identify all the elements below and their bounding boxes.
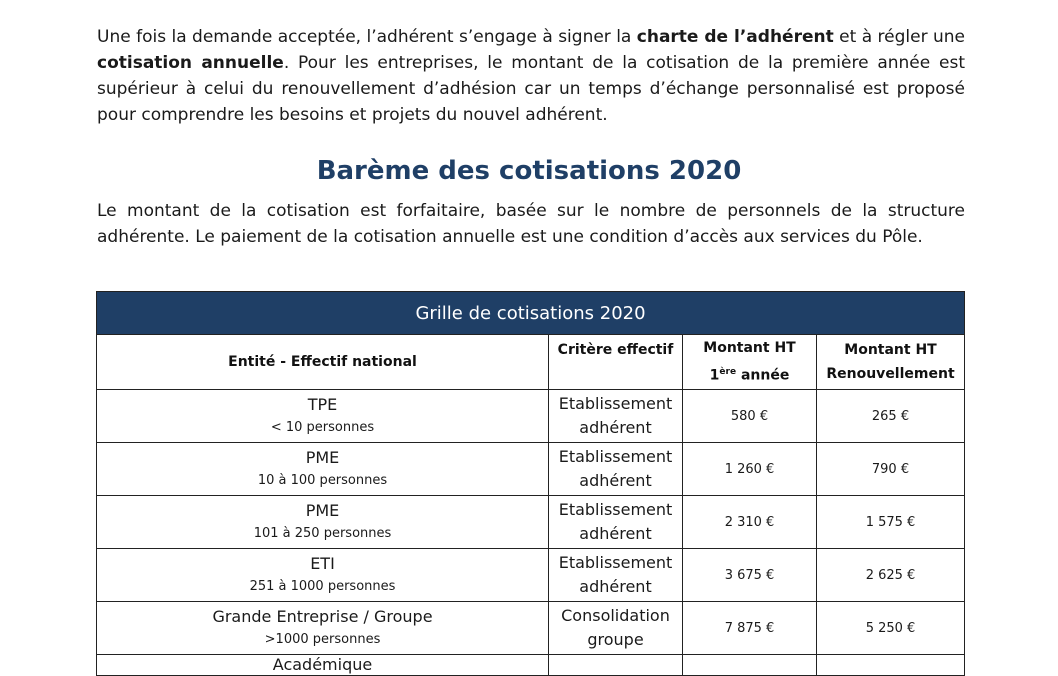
section-title: Barème des cotisations 2020 [316,156,742,186]
entity-cell [97,602,549,655]
entity-cell: Académique [97,655,549,676]
intro-paragraph [97,24,965,128]
intro-text-1: Une fois la demande acceptée, l’adhérent s’engage à signer la [97,27,637,47]
fees-table [96,291,965,676]
entity-size: >1000 personnes [264,632,381,647]
renewal-amount: 790 € [817,443,965,496]
entity-cell [97,549,549,602]
table-row [97,549,965,602]
table-row-partial [97,655,965,676]
table-header-row [97,335,965,390]
criterion-cell: Etablissement adhérent [549,496,683,549]
intro-bold-fee: cotisation annuelle [97,53,284,73]
header-criterion: Critère effectif [549,335,683,390]
table-row [97,443,965,496]
intro-bold-charter: charte de l’adhérent [636,27,834,47]
intro-text-3: . Pour les entreprises, le montant de la cotisation de la première année est supérieur à celui du renouvellement d’adhésion car un temps d’échange personnalisé est proposé pour comprendre les besoins et projets du nouvel adhérent. [97,53,965,125]
criterion-cell: Consolidation groupe [549,602,683,655]
first-year-amount: 1 260 € [683,443,817,496]
renewal-amount: 1 575 € [817,496,965,549]
renewal-amount: 5 250 € [817,602,965,655]
first-year-amount: 2 310 € [683,496,817,549]
criterion-cell: Etablissement adhérent [549,390,683,443]
entity-size: < 10 personnes [270,420,375,435]
header-renewal: Montant HT Renouvellement [817,335,965,390]
entity-size: 101 à 250 personnes [253,526,392,541]
table-title-row [97,292,965,335]
entity-name: TPE [307,395,338,414]
first-year-amount: 580 € [683,390,817,443]
entity-name: PME [305,501,340,520]
entity-name: PME [305,448,340,467]
table-row [97,390,965,443]
entity-name: Grande Entreprise / Groupe [212,607,433,626]
criterion-cell: Etablissement adhérent [549,549,683,602]
entity-name: ETI [310,554,335,573]
section-description: Le montant de la cotisation est forfaitaire, basée sur le nombre de personnels de la structure adhérente. Le paiement de la cotisation annuelle est une condition d’accès aux services du Pôle. [97,201,965,247]
header-entity: Entité - Effectif national [97,335,549,390]
table-title: Grille de cotisations 2020 [97,292,965,335]
renewal-amount: 265 € [817,390,965,443]
criterion-cell: Etablissement adhérent [549,443,683,496]
entity-cell [97,496,549,549]
entity-size: 10 à 100 personnes [257,473,388,488]
intro-text-2: et à régler une [833,27,965,47]
entity-size: 251 à 1000 personnes [249,579,396,594]
first-year-amount: 7 875 € [683,602,817,655]
first-year-amount: 3 675 € [683,549,817,602]
entity-cell [97,443,549,496]
renewal-amount: 2 625 € [817,549,965,602]
entity-cell [97,390,549,443]
table-row [97,602,965,655]
table-row [97,496,965,549]
header-first-year: Montant HT 1ère année [683,335,817,390]
